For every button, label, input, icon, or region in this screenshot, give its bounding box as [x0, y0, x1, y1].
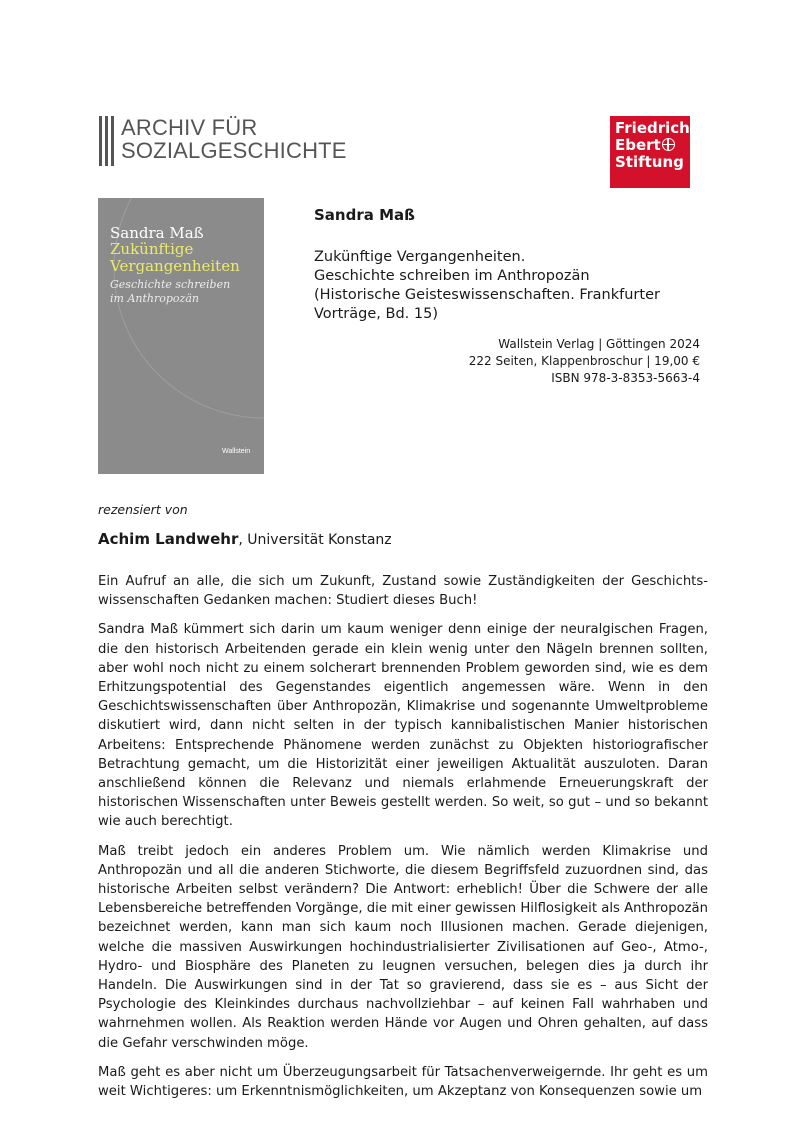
book-meta [420, 336, 700, 387]
globe-icon [662, 138, 675, 151]
book-cover [98, 198, 264, 474]
book-publisher: Wallstein Verlag | Göttingen 2024 [498, 337, 700, 351]
cover-author: Sandra Maß [110, 224, 204, 242]
book-title-line1: Zukünftige Vergangenheiten. [314, 249, 526, 265]
cover-subtitle-line1: Geschichte schreiben [110, 278, 231, 291]
paragraph: Maß treibt jedoch ein anderes Problem um. Wie nämlich werden Klimakrise und Anthropozän und all die anderen Stichworte, die diesem Begriffsfeld zuzuordnen sind, das historische Arbeiten selbst verändern? Die Antwort: erheblich! Über die Schwere der alle Lebensbereiche betreffenden Vorgänge, die mit einer gewissen Hilflosigkeit als Anthropozän bezeichnet werden, kann man sich kaum noch Illusionen machen. Gerade diejenigen, welche die massiven Auswirkungen hochindustrialisierter Zivilisationen auf Geo-, Atmo-, Hydro- und Biosphäre des Planeten zu leugnen versuchen, belegen dies ja durch ihr Handeln. Die Auswirkungen sind in der Tat so gravierend, dass sie es – aus Sicht der Psychologie des Kleinkindes durchaus nachvollziehbar – auf keinen Fall wahrhaben und wahrnehmen wollen. Als Reaktion werden Hände vor Augen und Ohren gehalten, auf dass die Gefahr verschwinden möge. [98, 843, 708, 1051]
archiv-logo-line2: SOZIALGESCHICHTE [121, 138, 347, 163]
reviewer [98, 530, 392, 548]
book-isbn: ISBN 978-3-8353-5663-4 [551, 371, 700, 385]
fes-logo-line3: Stiftung [615, 153, 684, 171]
book-title-line4: Vorträge, Bd. 15) [314, 306, 438, 322]
book-title-line3: (Historische Geisteswissenschaften. Frankfurter [314, 287, 660, 303]
cover-title-line2: Vergangenheiten [110, 257, 240, 275]
fes-logo [610, 116, 690, 188]
paragraph: Ein Aufruf an alle, die sich um Zukunft, Zustand sowie Zuständigkeiten der Geschichtswissenschaften Gedanken machen: Studiert dieses Buch! [98, 574, 708, 609]
cover-subtitle [110, 278, 230, 306]
book-title-line2: Geschichte schreiben im Anthropozän [314, 268, 590, 284]
book-author: Sandra Maß [314, 206, 415, 224]
cover-publisher: Wallstein [222, 448, 251, 455]
book-pages-price: 222 Seiten, Klappenbroschur | 19,00 € [468, 354, 700, 368]
review-body [98, 572, 708, 1111]
paragraph: Maß geht es aber nicht um Überzeugungsarbeit für Tatsachenverweigernde. Ihr geht es um weit Wichtigeres: um Erkenntnismöglichkeiten, um Akzeptanz von Konsequenzen sowie um [98, 1064, 708, 1100]
archiv-logo [99, 116, 347, 166]
archiv-logo-bars-icon [99, 116, 114, 166]
fes-logo-line2-wrap [615, 137, 690, 154]
fes-logo-line1: Friedrich [615, 119, 690, 137]
fes-logo-line2: Ebert [615, 136, 661, 154]
cover-title-line1: Zukünftige [110, 240, 194, 258]
reviewer-name: Achim Landwehr [98, 530, 239, 548]
cover-subtitle-line2: im Anthropozän [110, 292, 199, 305]
archiv-logo-line1: ARCHIV FÜR [121, 115, 258, 140]
archiv-logo-text [121, 116, 347, 162]
paragraph: Sandra Maß kümmert sich darin um kaum weniger denn einige der neuralgischen Fragen, die den historisch Arbeitenden gerade ein klein wenig unter den Nägeln brennen sollten, aber wohl noch nicht zu einem solcherart brennenden Problem geworden sind, wie es dem Erhitzungspotential des Gegenstandes eigentlich angemessen wäre. Wenn in den Geschichtswissenschaften über Anthropozän, Klimakrise und sogenannte Umweltprobleme diskutiert wird, dann nicht selten in der typisch kannibalistischen Manier historischen Arbeitens: Entsprechende Phänomene werden zunächst zu Objekten historiografischer Betrachtung gemacht, um die Historizität einer jeweiligen Aktualität auszuloten. Daran anschließend können die Relevanz und niemals erlahmende Erneuerungskraft der historischen Wissenschaften unter Beweis gestellt werden. So weit, so gut – und so bekannt wie auch berechtigt. [98, 622, 708, 830]
reviewed-by-label: rezensiert von [98, 502, 188, 517]
reviewer-affiliation: , Universität Konstanz [238, 532, 392, 548]
cover-title [110, 241, 240, 275]
book-title [314, 248, 694, 324]
